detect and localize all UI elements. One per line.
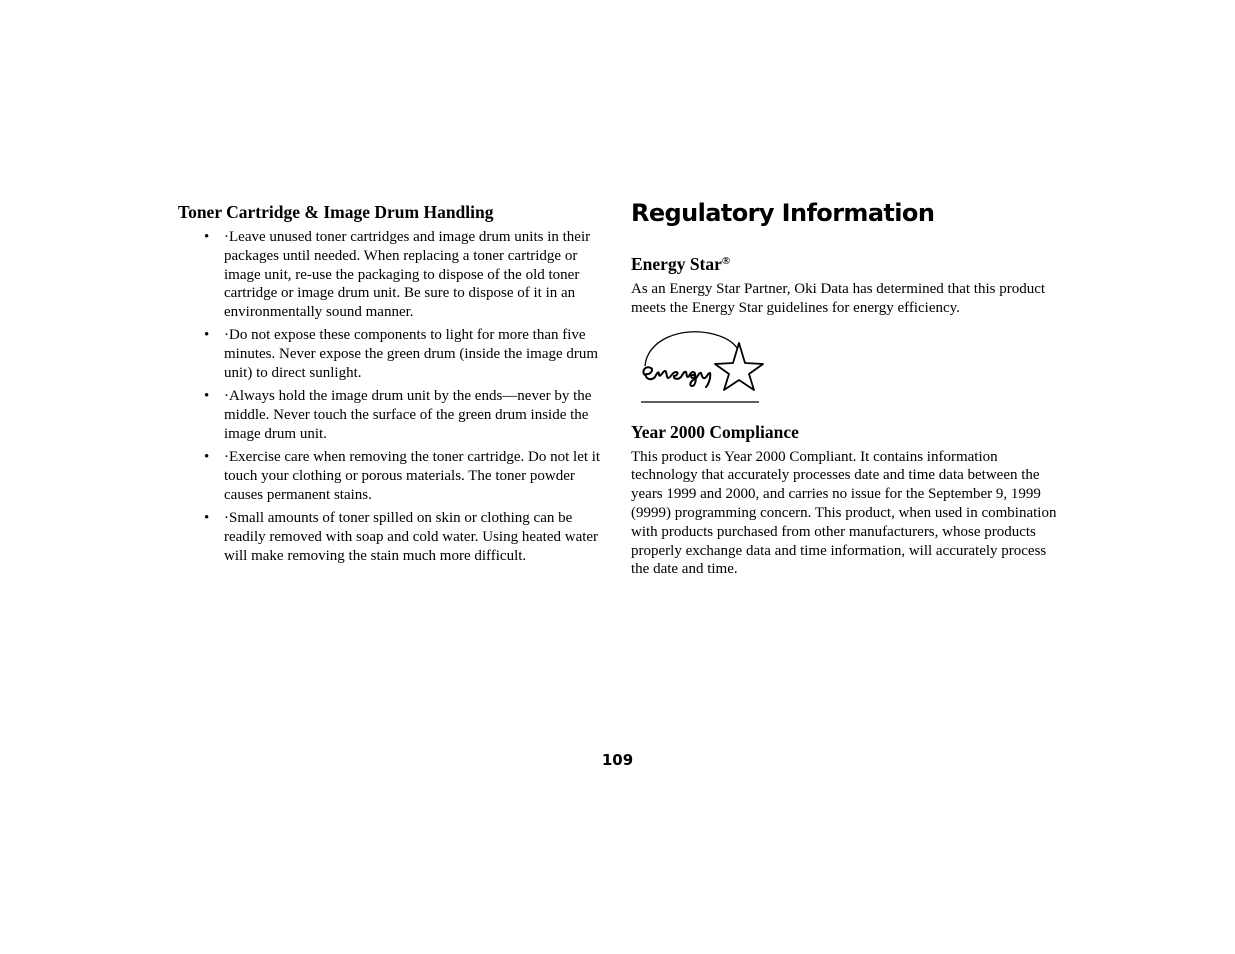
page-number: 109 bbox=[601, 751, 634, 769]
list-item bbox=[178, 509, 603, 565]
list-item bbox=[178, 448, 603, 504]
bullet-icon: • bbox=[204, 327, 210, 344]
list-item-text: ·Do not expose these components to light for more than five minutes. Never expose the green drum (inside the image drum unit) to direct sunlight. bbox=[224, 327, 599, 382]
energy-star-text: As an Energy Star Partner, Oki Data has determined that this product meets the Energy Star guidelines for energy efficiency. bbox=[631, 281, 1046, 316]
bullet-icon: • bbox=[204, 510, 210, 527]
energy-star-heading bbox=[631, 254, 1061, 274]
bullet-icon: • bbox=[204, 388, 210, 405]
bullet-icon: • bbox=[204, 449, 210, 466]
list-item bbox=[178, 387, 603, 443]
list-item-text: ·Leave unused toner cartridges and image drum units in their packages until needed. When replacing a toner cartridge or image unit, re-use the packaging to dispose of the old toner cartridge or image drum unit. Be sure to dispose of it in an environmentally sound manner. bbox=[224, 229, 591, 321]
list-item bbox=[178, 228, 603, 322]
energy-star-logo-icon bbox=[639, 328, 765, 404]
toner-handling-section bbox=[178, 202, 603, 570]
regulatory-section bbox=[631, 196, 1061, 579]
list-item-text: ·Always hold the image drum unit by the ends—never by the middle. Never touch the surface of the green drum inside the image drum unit. bbox=[224, 388, 592, 442]
list-item-text: ·Small amounts of toner spilled on skin or clothing can be readily removed with soap and cold water. Using heated water will make removing the stain much more difficult. bbox=[224, 510, 599, 564]
page-title: Regulatory Information bbox=[631, 199, 935, 227]
toner-handling-list bbox=[178, 228, 603, 566]
y2k-text: This product is Year 2000 Compliant. It contains information technology that accurately processes date and time data between the years 1999 and 2000, and carries no issue for the September 9, 1999 (9999) programming concern. This product, when used in combination with products purchased from other manufacturers, whose products properly exchange data and time information, will accurately process the date and time. bbox=[631, 448, 1057, 578]
energy-star-heading-text: Energy Star bbox=[631, 254, 722, 274]
y2k-heading: Year 2000 Compliance bbox=[631, 421, 799, 442]
bullet-icon: • bbox=[204, 229, 210, 245]
toner-handling-heading: Toner Cartridge & Image Drum Handling bbox=[178, 202, 494, 222]
list-item-text: ·Exercise care when removing the toner cartridge. Do not let it touch your clothing or porous materials. The toner powder causes permanent stains. bbox=[224, 449, 601, 503]
list-item bbox=[178, 326, 603, 382]
registered-mark: ® bbox=[721, 255, 731, 267]
